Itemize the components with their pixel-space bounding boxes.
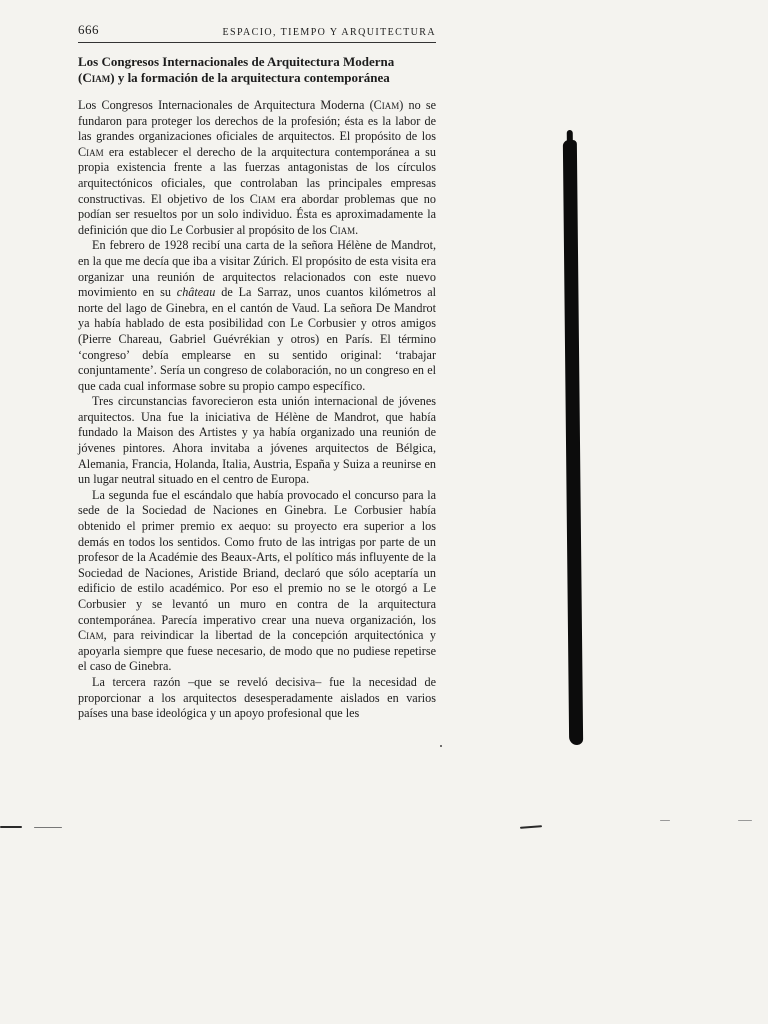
scan-dot bbox=[738, 820, 752, 821]
scan-mark bbox=[520, 825, 542, 829]
text-run: ) no se fundaron para proteger los derechos de la profesión; ésta es la labor de las grandes organizaciones oficiales de arquitectos. El propósito de los bbox=[78, 98, 436, 144]
acronym-ciam: Ciam bbox=[78, 144, 104, 159]
text-run: Los Congresos Internacionales de Arquitectura Moderna ( bbox=[78, 98, 374, 112]
paragraph-4 bbox=[78, 488, 436, 675]
section-title: Los Congresos Internacionales de Arquitectura Moderna (Ciam) y la formación de la arquitectura contemporánea bbox=[78, 54, 395, 85]
running-head-title: ESPACIO, TIEMPO Y ARQUITECTURA bbox=[222, 27, 436, 38]
paragraph-5: La tercera razón –que se reveló decisiva– fue la necesidad de proporcionar a los arquitectos desesperadamente aislados en varios países una base ideológica y un apoyo profesional que les bbox=[78, 674, 436, 721]
scan-dot bbox=[660, 820, 670, 821]
acronym-ciam: Ciam bbox=[249, 191, 276, 206]
text-run: era abordar problemas que no podían ser resueltos por un solo individuo. Ésta es aproximadamente la definición que dio Le Corbusier al propósito de los bbox=[78, 191, 436, 237]
text-run: , para reivindicar la libertad de la concepción arquitectónica y apoyarla siempre que fuese necesario, de modo que no pudiese repetirse el caso de Ginebra. bbox=[78, 628, 436, 674]
scan-dot bbox=[440, 745, 442, 747]
body-text bbox=[78, 98, 436, 722]
text-run: de La Sarraz, unos cuantos kilómetros al norte del lago de Ginebra, en el cantón de Vaud. La señora De Mandrot ya había hablado de esta posibilidad con Le Corbusier y otros amigos (Pierre Chareau, Gabriel Guévrékian y otros) en París. El término ‘congreso’ debía emplearse en su sentido original: ‘trabajar conjuntamente’. Sería un congreso de colaboración, no un congreso en el que cada cual informase sobre su propio campo específico. bbox=[78, 285, 436, 393]
running-head bbox=[78, 22, 436, 43]
scan-mark bbox=[34, 827, 62, 828]
paragraph-1 bbox=[78, 98, 436, 238]
text-run: era establecer el derecho de la arquitectura contemporánea a su propia existencia frente a las fuerzas antagonistas de los círculos arquitectónicos oficiales, que controlaban las principales empresas constructivas. El objetivo de los bbox=[78, 144, 436, 206]
italic-chateau: château bbox=[176, 285, 216, 300]
section-title-line2: ) y la formación de la arquitectura contemporánea bbox=[110, 70, 390, 85]
text-run: La segunda fue el escándalo que había provocado el concurso para la sede de la Sociedad de Naciones en Ginebra. Le Corbusier había obtenido el primer premio ex aequo: su proyecto era superior a los demás en todos los sentidos. Como fruto de las intrigas por parte de un profesor de la Académie des Beaux-Arts, el político más influyente de la Sociedad de Naciones, Aristide Briand, declaró que sólo aceptaría un edificio de estilo académico. Por eso el premio no se le otorgó a Le Corbusier y se levantó un muro en contra de la arquitectura contemporánea. Parecía imperativo crear una nueva organización, los bbox=[78, 487, 436, 627]
acronym-ciam: Ciam bbox=[329, 222, 356, 237]
section-title-line1: Los Congresos Internacionales de Arquitectura Moderna bbox=[78, 54, 395, 69]
page-number: 666 bbox=[78, 22, 99, 37]
acronym-ciam: Ciam bbox=[373, 98, 400, 112]
acronym-ciam: Ciam bbox=[78, 628, 104, 643]
text-run: En febrero de 1928 recibí una carta de la señora Hélène de Mandrot, en la que me decía que iba a visitar Zúrich. El propósito de esta visita era organizar una reunión de arquitectos relacionados con este nuevo movimiento en su bbox=[78, 238, 436, 300]
text-run: . bbox=[355, 222, 359, 237]
section-title-ciam: Ciam bbox=[82, 70, 111, 85]
scan-shadow-bar bbox=[563, 140, 583, 745]
paragraph-2 bbox=[78, 238, 436, 394]
paragraph-3: Tres circunstancias favorecieron esta unión internacional de jóvenes arquitectos. Una fue la iniciativa de Hélène de Mandrot, que había fundado la Maison des Artistes y ya había organizado una reunión de jóvenes pintores. Ahora invitaba a jóvenes arquitectos de Bélgica, Alemania, Francia, Holanda, Italia, Austria, España y Suiza a reunirse en un lugar neutral situado en el centro de Europa. bbox=[78, 394, 436, 487]
scan-mark bbox=[0, 826, 22, 828]
